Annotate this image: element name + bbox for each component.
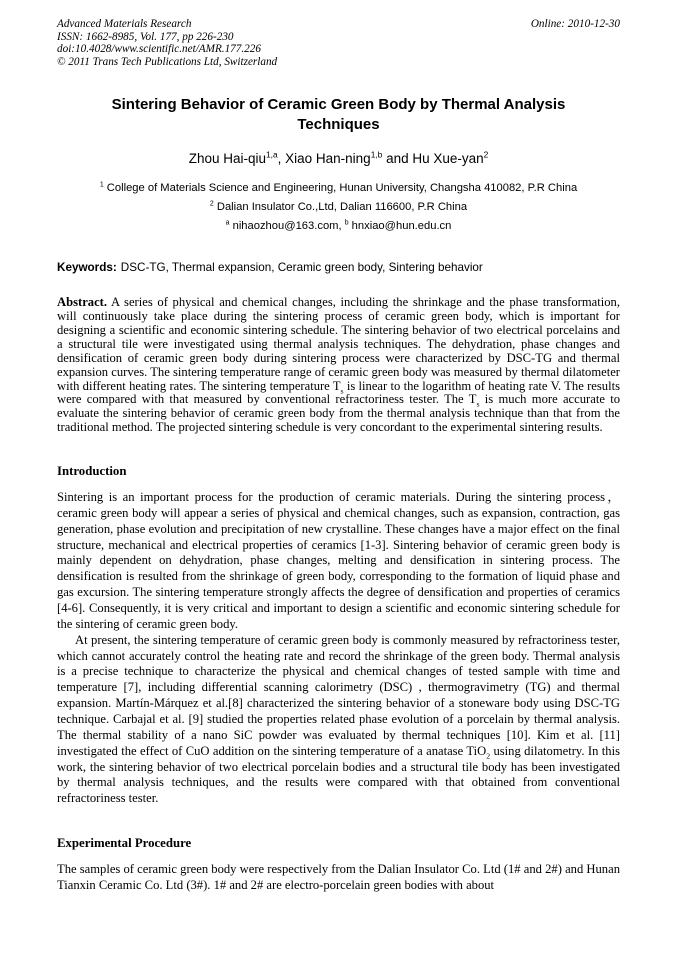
journal-header <box>57 18 620 68</box>
journal-name: Advanced Materials Research <box>57 18 192 30</box>
author-emails: $^a$ nihaozhou@163.com, $^b$ hnxiao@hun.edu.cn <box>225 219 452 233</box>
affiliation-1: $^1$ College of Materials Science and Engineering, Hunan University, Changsha 410082, P.R China <box>99 180 578 194</box>
affiliations-block <box>57 179 620 237</box>
keywords-line <box>57 261 620 274</box>
journal-issn-line: ISSN: 1662-8985, Vol. 177, pp 226-230 <box>57 30 234 43</box>
experimental-paragraph-1: The samples of ceramic green body were respectively from the Dalian Insulator Co. Ltd (1# and 2#) and Hunan Tianxin Ceramic Co. Ltd (3#). 1# and 2# are electro-porcelain green bodies with about <box>57 862 620 892</box>
paper-title: Sintering Behavior of Ceramic Green Body by Thermal Analysis Techniques <box>111 96 566 134</box>
keywords-text: DSC-TG, Thermal expansion, Ceramic green body, Sintering behavior <box>120 261 483 275</box>
introduction-paragraph-1: Sintering is an important process for the production of ceramic materials. During the sintering process，ceramic green body will appear a series of physical and chemical changes, such as expansion, contraction, gas generation, phase evolution and precipitation of new crystalline. These changes have a major effect on the final structure, mechanical and electrical properties of ceramics [1-3]. Sintering behavior of ceramic green body is mainly dependent on dehydration, phase changes, melting and densification in sintering process. The densification is resulted from the shrinkage of green body, corresponding to the formation of liquid phase and gas excursion. The sintering temperature strongly affects the degree of densification and properties of ceramics [4-6]. Consequently, it is very critical and important to design a scientific and economic sintering schedule for the sintering of ceramic green body. <box>57 489 620 631</box>
introduction-paragraph-2: At present, the sintering temperature of ceramic green body is commonly measured by refractoriness tester, which cannot accurately control the heating rate and record the shrinkage of the green body. Thermal analysis is a precise technique to characterize the physical and chemical changes of tested sample with time and temperature [7], including differential scanning calorimetry (DSC) , thermogravimetry (TG) and thermal expansion. Martín-Márquez et al.[8] characterized the sintering behavior of a stoneware body using DSC-TG technique. Carbajal et al. [9] studied the properties related phase evolution of a porcelain by thermal analysis. The thermal stability of a nano SiC powder was evaluated by thermal techniques [10]. Kim et al. [11] investigated the effect of CuO addition on the sintering temperature of a anatase TiO$_2$ using dilatometry. In this work, the sintering behavior of two electrical porcelain bodies and a structural tile body has been investigated by thermal analysis techniques, and the results were compared with that obtained from conventional refractoriness tester. <box>57 632 620 806</box>
section-heading-introduction: Introduction <box>57 463 127 478</box>
section-heading-experimental: Experimental Procedure <box>57 836 192 851</box>
affiliation-2: $^2$ Dalian Insulator Co.,Ltd, Dalian 116600, P.R China <box>209 200 468 213</box>
online-date: Online: 2010-12-30 <box>530 18 620 30</box>
keywords-label: Keywords: <box>57 261 117 275</box>
journal-info-block <box>57 18 277 68</box>
journal-doi-line: doi:10.4028/www.scientific.net/AMR.177.226 <box>57 43 261 56</box>
authors-line: Zhou Hai-qiu$^{1,a}$, Xiao Han-ning$^{1,b}$ and Hu Xue-yan$^2$ <box>188 149 489 166</box>
journal-copyright-line: © 2011 Trans Tech Publications Ltd, Switzerland <box>57 55 278 68</box>
abstract-paragraph: Abstract. A series of physical and chemical changes, including the shrinkage and the phase transformation, will continuously take place during the sintering process of ceramic green body, which is important for designing a scientific and economic sintering schedule. The sintering behavior of two electrical porcelains and a structural tile were investigated using thermal analysis techniques. The dehydration, phase changes and densification of ceramic green body during sintering process were characterized by DSC-TG and thermal expansion curves. The sintering temperature range of ceramic green body was measured by thermal dilatometer with different heating rates. The sintering temperature $T_s$ is linear to the logarithm of heating rate V. The results were compared with that measured by conventional refractoriness tester. The $T_s$ is much more accurate to evaluate the sintering behavior of ceramic green body from the thermal analysis technique than that from the traditional method. The projected sintering schedule is very concordant to the experimental sintering results. <box>57 295 621 435</box>
